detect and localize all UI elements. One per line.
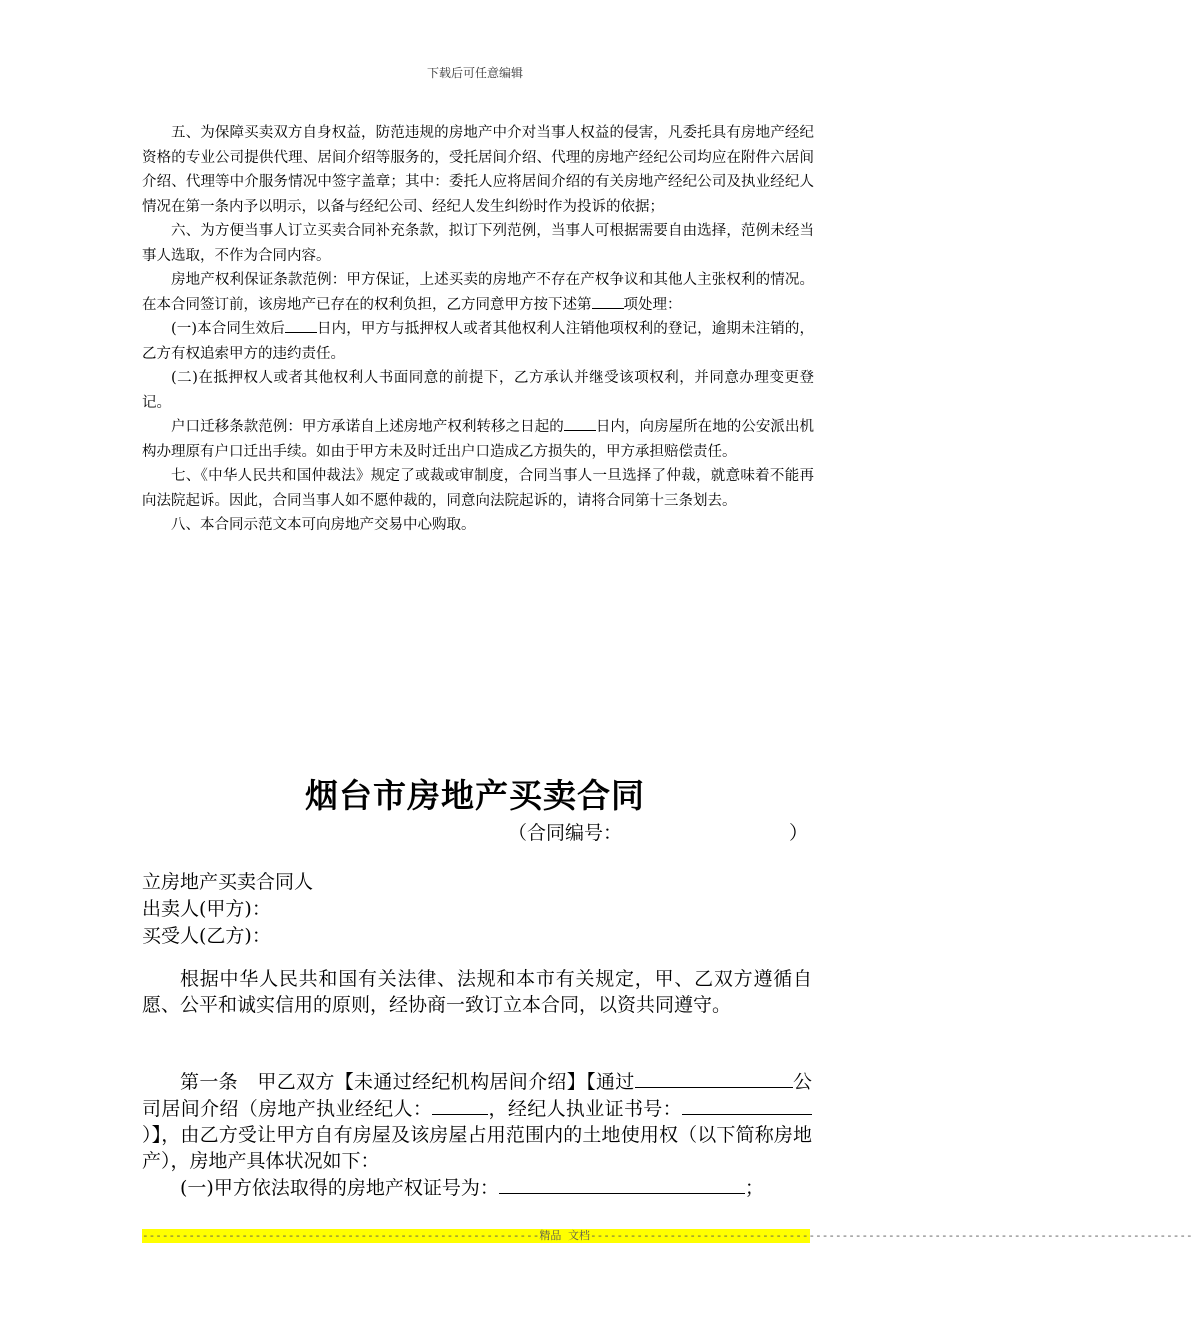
article-one-paragraph: [142, 1068, 812, 1174]
option-one-text-a: (一)本合同生效后: [171, 321, 285, 337]
article-one: [142, 1068, 812, 1201]
blank-line: [682, 1095, 812, 1115]
guarantee-text-a: 房地产权利保证条款范例：甲方保证，上述买卖的房地产不存在产权争议和其他人主张权利的情况。在本合同签订前，该房地产已存在的权利负担，乙方同意甲方按下述第: [142, 272, 814, 313]
hukou-clause: [142, 415, 814, 464]
note-paragraph-5: 五、为保障买卖双方自身权益，防范违规的房地产中介对当事人权益的侵害，凡委托具有房地产经纪资格的专业公司提供代理、居间介绍等服务的，受托居间介绍、代理的房地产经纪公司均应在附件六居间介绍、代理等中介服务情况中签字盖章；其中：委托人应将居间介绍的有关房地产经纪公司及执业经纪人情况在第一条内予以明示，以备与经纪公司、经纪人发生纠纷时作为投诉的依据；: [142, 125, 814, 215]
article-one-text-c: ，经纪人执业证书号：: [488, 1098, 682, 1120]
buyer-line: 买受人(乙方)：: [142, 925, 271, 947]
article-one-text-a: 第一条 甲乙双方【未通过经纪机构居间介绍】【通过: [180, 1071, 635, 1093]
parties-heading: 立房地产买卖合同人: [142, 871, 314, 893]
article-one-text-d: ）】，由乙方受让甲方自有房屋及该房屋占用范围内的土地使用权（以下简称房地产），房地产具体状况如下：: [142, 1124, 812, 1172]
contract-title: 烟台市房地产买卖合同: [305, 776, 645, 815]
option-one: [142, 317, 814, 366]
blank-line: [635, 1068, 669, 1088]
article-one-item-one: [142, 1174, 812, 1201]
page-header: 下载后可任意编辑: [426, 66, 523, 80]
item-one-text-a: (一)甲方依法取得的房地产权证号为：: [180, 1177, 499, 1199]
guarantee-text-b: 项处理：: [623, 296, 682, 313]
seller-line: 出卖人(甲方)：: [142, 898, 271, 920]
option-one-text-b: 日内，甲方与抵押权人或者其他权利人注销他项权利的登记，逾期未注销的，乙方有权追索甲方的违约责任。: [142, 321, 814, 362]
note-paragraph-7: 七、《中华人民共和国仲裁法》规定了或裁或审制度，合同当事人一旦选择了仲裁，就意味着不能再向法院起诉。因此，合同当事人如不愿仲裁的，同意向法院起诉的，请将合同第十三条划去。: [142, 468, 814, 509]
footer-label: 精品 文档: [539, 1229, 590, 1242]
footer-dashes-left: ------------------------------------------------------------: [142, 1229, 540, 1242]
blank-line: [669, 1068, 793, 1088]
guarantee-clause: [142, 268, 814, 317]
blank-line: [452, 1095, 488, 1115]
blank-line: [592, 293, 624, 309]
note-paragraph-6: 六、为方便当事人订立买卖合同补充条款，拟订下列范例，当事人可根据需要自由选择，范例未经当事人选取，不作为合同内容。: [142, 223, 814, 264]
parties-block: [142, 869, 313, 950]
blank-line: [564, 416, 596, 432]
footer-dashes-right: -------------------------------------------------------------------------------------------: [589, 1229, 1193, 1242]
blank-line: [285, 318, 317, 334]
contract-number-open: （合同编号：: [508, 822, 623, 844]
note-paragraph-8: 八、本合同示范文本可向房地产交易中心购取。: [171, 517, 476, 533]
article-one-text-b: 公司居间介绍（房地产执业经纪人：: [142, 1071, 812, 1120]
preamble-block: [142, 966, 812, 1018]
hukou-text-a: 户口迁移条款范例：甲方承诺自上述房地产权利转移之日起的: [171, 419, 564, 435]
blank-line: [499, 1174, 745, 1194]
option-two: (二)在抵押权人或者其他权利人书面同意的前提下，乙方承认并继受该项权利，并同意办理变更登记。: [142, 370, 814, 411]
contract-number: [508, 818, 808, 845]
hukou-text-b: 日内，向房屋所在地的公安派出机构办理原有户口迁出手续。如由于甲方未及时迁出户口造成乙方损失的，甲方承担赔偿责任。: [142, 419, 815, 460]
footer-highlight-bar: [142, 1229, 1193, 1243]
notes-section: [142, 121, 814, 538]
blank-line: [432, 1095, 452, 1115]
item-one-text-b: ；: [744, 1177, 764, 1199]
contract-number-close: ）: [788, 822, 808, 844]
preamble-paragraph: 根据中华人民共和国有关法律、法规和本市有关规定，甲、乙双方遵循自愿、公平和诚实信用的原则，经协商一致订立本合同，以资共同遵守。: [142, 968, 812, 1016]
